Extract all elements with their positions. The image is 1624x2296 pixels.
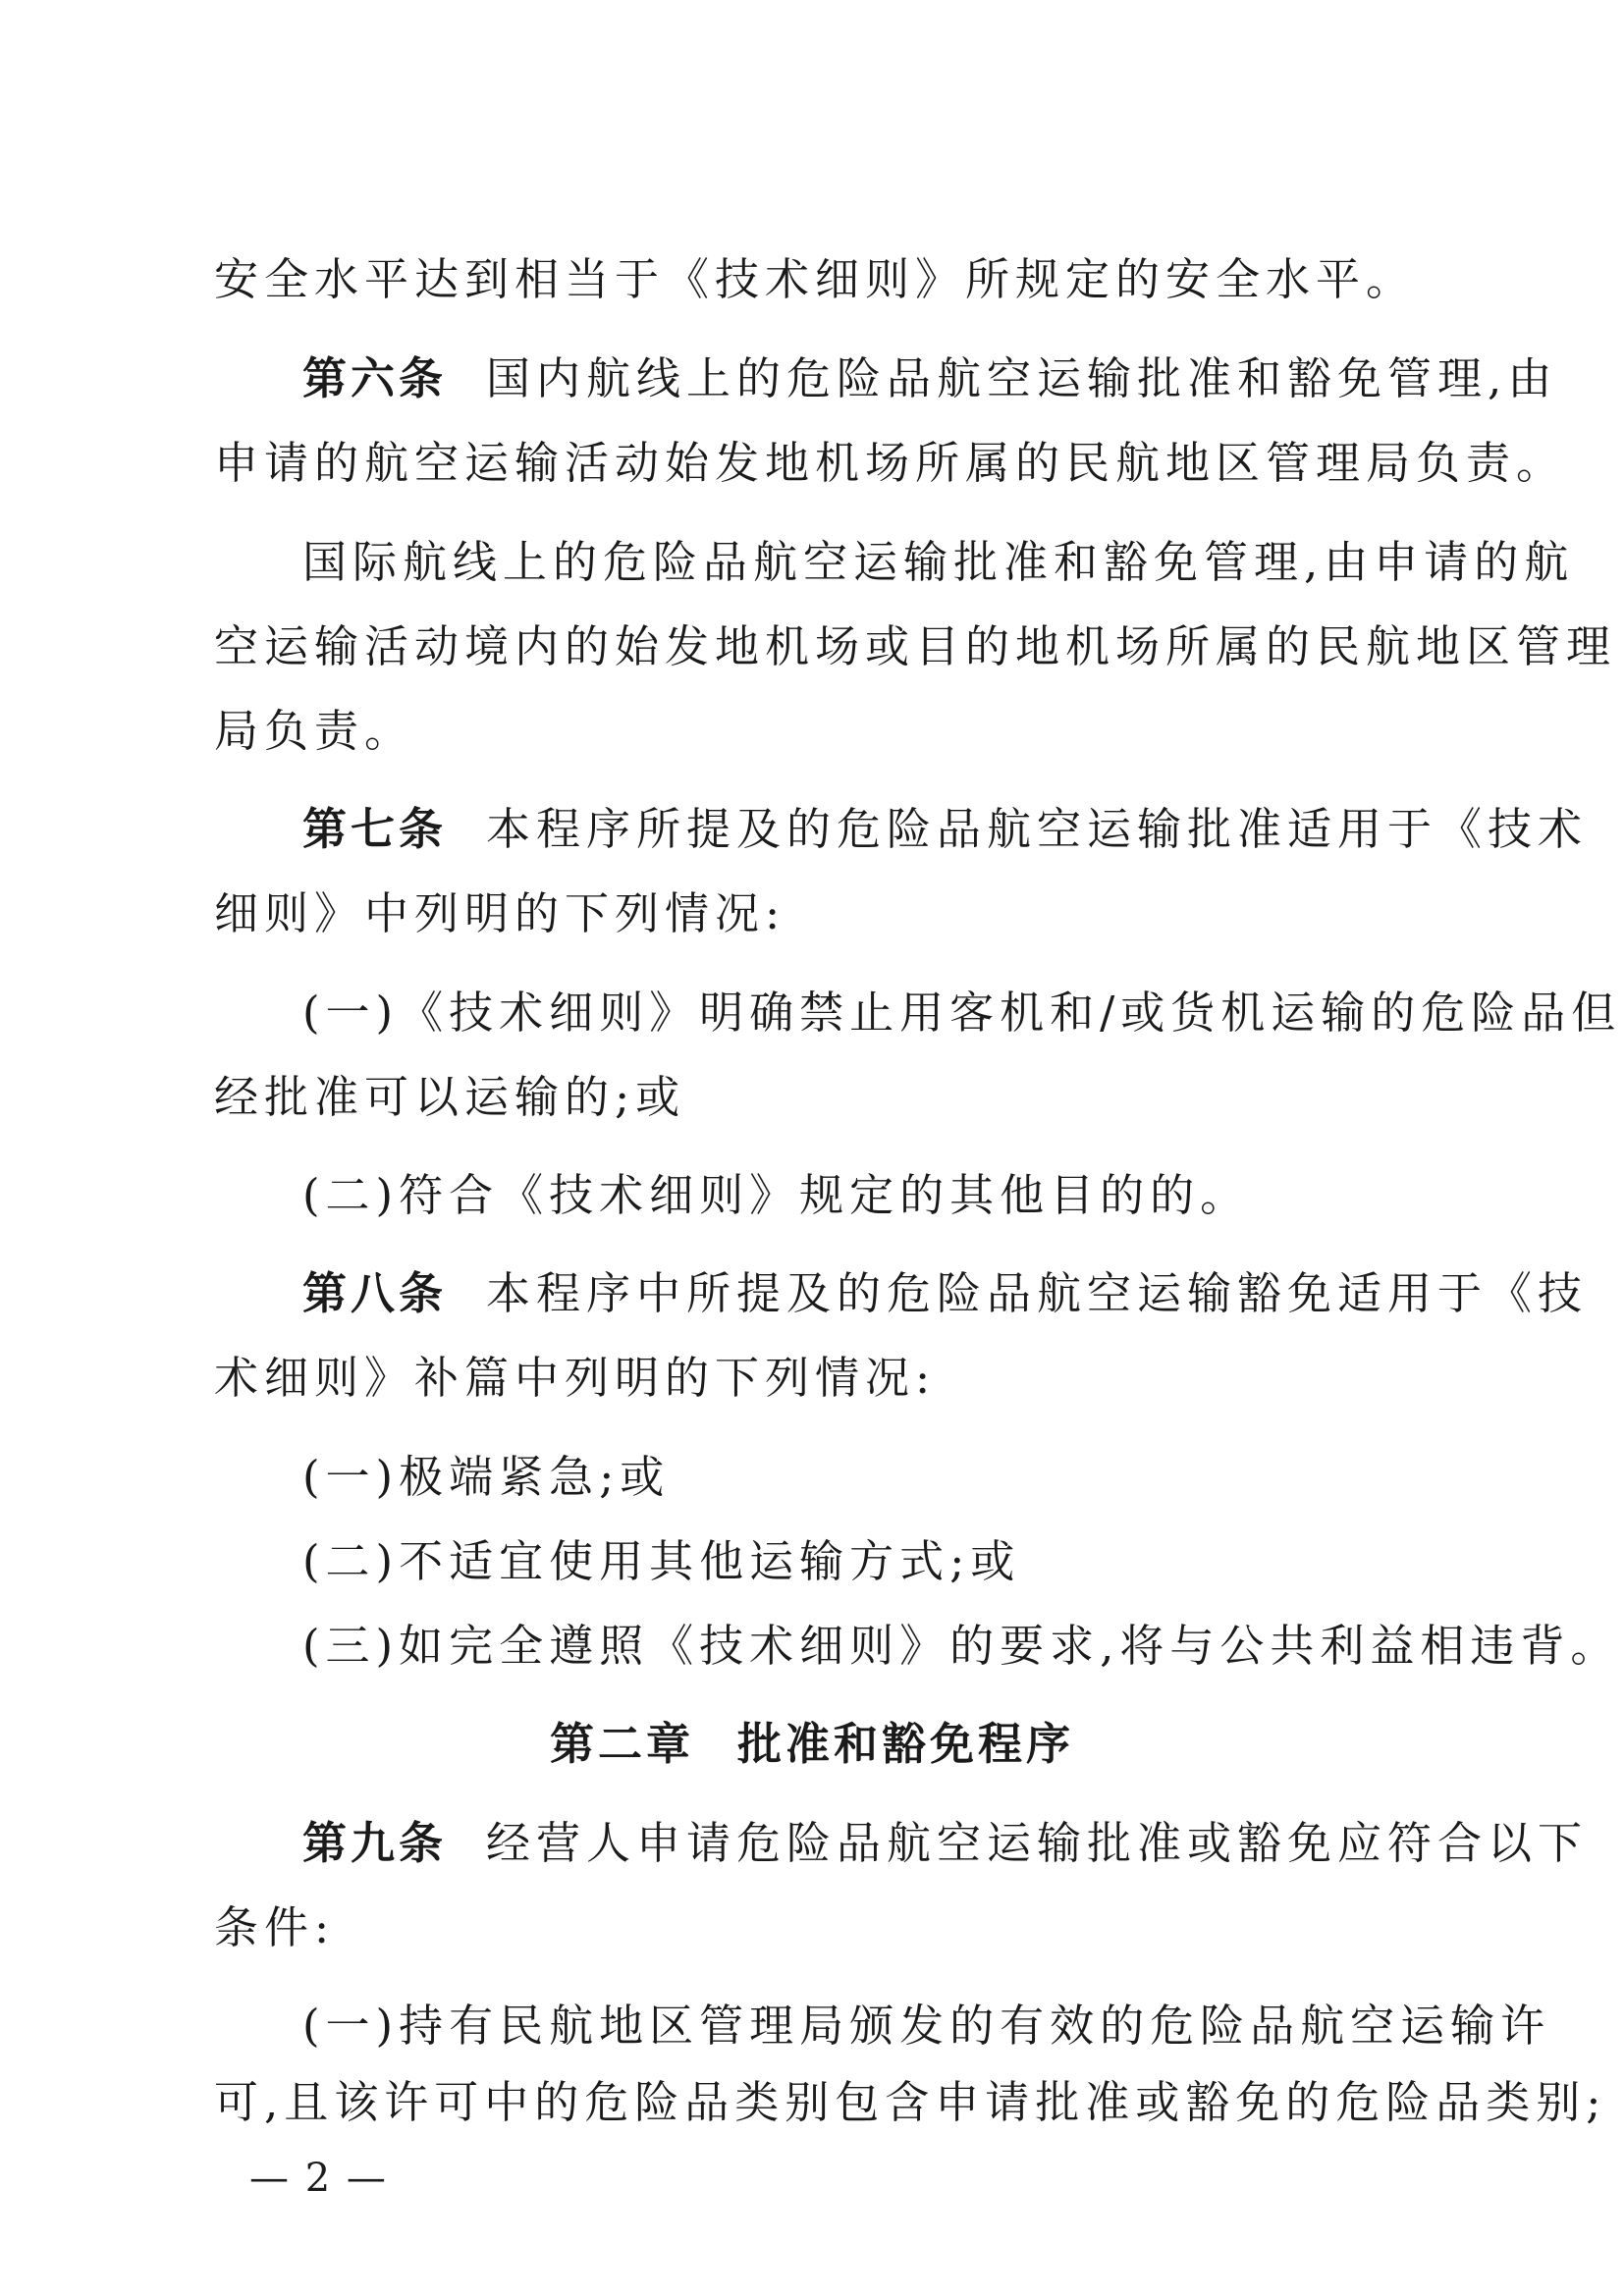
chapter-number: 第二章	[549, 1718, 694, 1770]
article-label: 第九条	[302, 1817, 448, 1869]
article-label: 第七条	[302, 803, 448, 855]
article-text: 经营人申请危险品航空运输批准或豁免应符合以下	[486, 1817, 1589, 1869]
article-7-line	[302, 800, 1589, 859]
text-line: 可,且该许可中的危险品类别包含申请批准或豁免的危险品类别;	[214, 2076, 1607, 2128]
list-item: (一)持有民航地区管理局颁发的有效的危险品航空运输许	[302, 2000, 1551, 2052]
text-line: 空运输活动境内的始发地机场或目的地机场所属的民航地区管理	[214, 620, 1617, 672]
article-text: 国内航线上的危险品航空运输批准和豁免管理,由	[486, 352, 1558, 404]
list-item: (一)极端紧急;或	[302, 1451, 671, 1503]
list-item: (二)符合《技术细则》规定的其他目的的。	[302, 1169, 1251, 1221]
article-9-line	[302, 1814, 1589, 1873]
page-number: — 2 —	[249, 2156, 388, 2201]
text-line: 安全水平达到相当于《技术细则》所规定的安全水平。	[214, 253, 1417, 305]
text-line: 细则》中列明的下列情况:	[214, 887, 786, 939]
text-line: 申请的航空运输活动始发地机场所属的民航地区管理局负责。	[214, 437, 1567, 489]
text-line: 条件:	[214, 1901, 336, 1953]
chapter-title: 批准和豁免程序	[737, 1718, 1075, 1770]
article-label: 第八条	[302, 1267, 448, 1319]
article-label: 第六条	[302, 352, 448, 404]
article-6-line	[302, 349, 1558, 408]
article-text: 本程序所提及的危险品航空运输批准适用于《技术	[486, 803, 1589, 855]
text-line: 局负责。	[214, 705, 415, 757]
list-item: (二)不适宜使用其他运输方式;或	[302, 1535, 1021, 1587]
text-line: 术细则》补篇中列明的下列情况:	[214, 1352, 937, 1404]
text-line: 国际航线上的危险品航空运输批准和豁免管理,由申请的航	[302, 536, 1575, 588]
list-item: (一)《技术细则》明确禁止用客机和/或货机运输的危险品但	[302, 987, 1622, 1039]
article-text: 本程序中所提及的危险品航空运输豁免适用于《技	[486, 1267, 1589, 1319]
list-item: (三)如完全遵照《技术细则》的要求,将与公共利益相违背。	[302, 1620, 1621, 1672]
chapter-heading	[0, 1715, 1624, 1774]
text-line: 经批准可以运输的;或	[214, 1071, 686, 1123]
article-8-line	[302, 1264, 1589, 1323]
